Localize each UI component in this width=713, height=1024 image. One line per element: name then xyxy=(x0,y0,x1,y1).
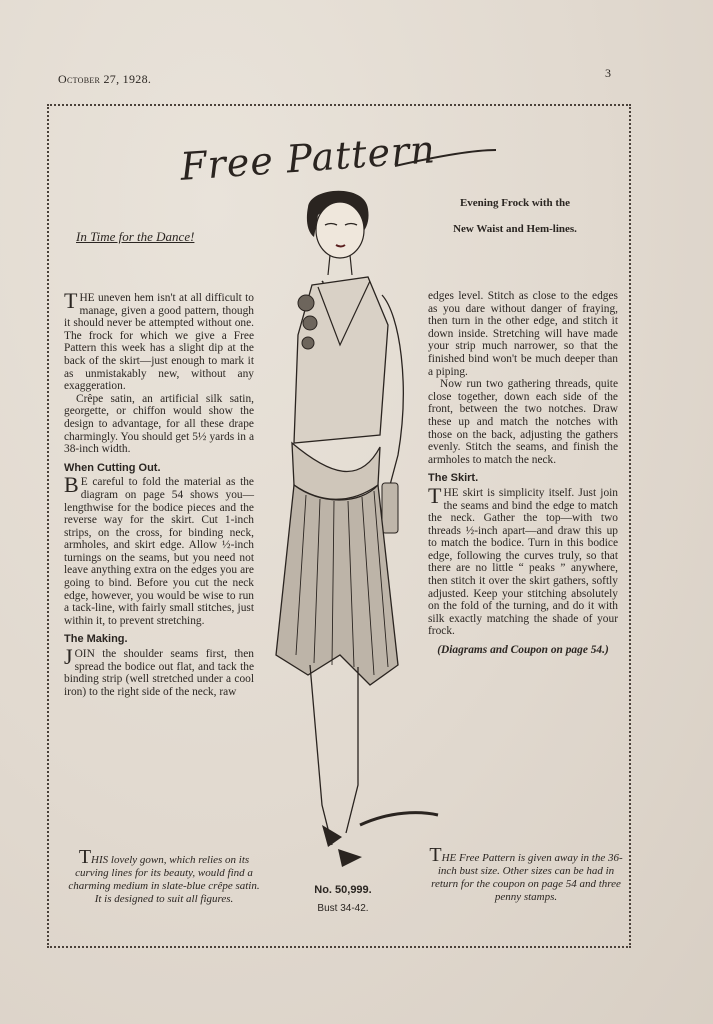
subtitle-right-line-1: Evening Frock with the xyxy=(459,197,571,209)
right-column xyxy=(428,290,618,657)
left-column xyxy=(64,288,254,698)
skirt-heading: The Skirt. xyxy=(428,472,479,485)
making-paragraph: JOIN the shoulder seams first, then spread the bodice out flat, and tack the binding strip (well stretched under a cool iron) to the right side of the neck, raw xyxy=(64,644,254,698)
subtitle-right-line-2: New Waist and Hem-lines. xyxy=(453,223,577,235)
page-number: 3 xyxy=(605,66,611,80)
materials-paragraph: Crêpe satin, an artificial silk satin, georgette, or chiffon would show the design to advantage, for all these drape charmingly. You should get 5½ yards in a 38-inch width. xyxy=(64,392,254,456)
subtitle-left: In Time for the Dance! xyxy=(76,229,195,244)
bust-sizes: Bust 34-42. xyxy=(317,903,369,914)
issue-date: October 27, 1928. xyxy=(58,72,152,86)
intro-paragraph: THE uneven hem isn't at all difficult to manage, given a good pattern, though it should never be attempted without one. The frock for which we give a Free Pattern this week has a slight dip at the back of the skirt—just enough to mark it as unmistakably new, without any exaggeration. xyxy=(64,288,254,393)
cutting-heading: When Cutting Out. xyxy=(64,461,161,474)
caption-right: THE Free Pattern is given away in the 36-inch bust size. Other sizes can be had in return for the coupon on page 54 and three penny stamps. xyxy=(429,844,623,903)
dress-figure-drawing xyxy=(270,185,440,870)
title-script: Free Pattern xyxy=(178,127,438,189)
coupon-note: (Diagrams and Coupon on page 54.) xyxy=(437,644,609,657)
fashion-illustration xyxy=(270,185,440,870)
skirt-paragraph: THE skirt is simplicity itself. Just join the seams and bind the edge to match the neck. Gather the top—with two threads ½-inch apart—and draw this up to match the bodice. Turn in this bodice edge, following the curves truly, so that there are no little “ peaks ” anywhere, then stitch it over the skirt gathers, softly adjusted. Keep your stitching absolutely on the fold of the turning, and do it with silk exactly matching the shade of your frock. xyxy=(428,482,618,638)
subtitle-right xyxy=(430,190,600,242)
making-heading: The Making. xyxy=(64,633,128,646)
continued-paragraph: edges level. Stitch as close to the edges as you dare without danger of fraying, then turn in the other edge, and stitch it down inside. Stretching will have made your strip much narrower, so that the finished bind won't be much deeper than a piping. xyxy=(428,290,618,378)
caption-left: THIS lovely gown, which relies on its curving lines for its beauty, would find a charming medium in slate-blue crêpe satin. It is designed to suit all figures. xyxy=(68,846,260,905)
pattern-number: No. 50,999. xyxy=(314,884,372,896)
cutting-paragraph: BE careful to fold the material as the diagram on page 54 shows you—lengthwise for the bodice pieces and the reverse way for the skirt. Cut 1-inch strips, on the cross, for binding neck, armholes, and skirt edge. Allow ½-inch turnings on the seams, but you need not leave anything extra on the edges you are going to bind. Before you cut the neck edge, however, you would be wise to run a tack-line, with fairly small stitches, just within it, to prevent stretching. xyxy=(64,472,254,627)
gathering-paragraph: Now run two gathering threads, quite close together, down each side of the front, between the two notches. Draw these up and match the notches with those on the back, adjusting the gathers evenly. Stitch the seams, and finish the armholes to match the neck. xyxy=(428,378,618,466)
